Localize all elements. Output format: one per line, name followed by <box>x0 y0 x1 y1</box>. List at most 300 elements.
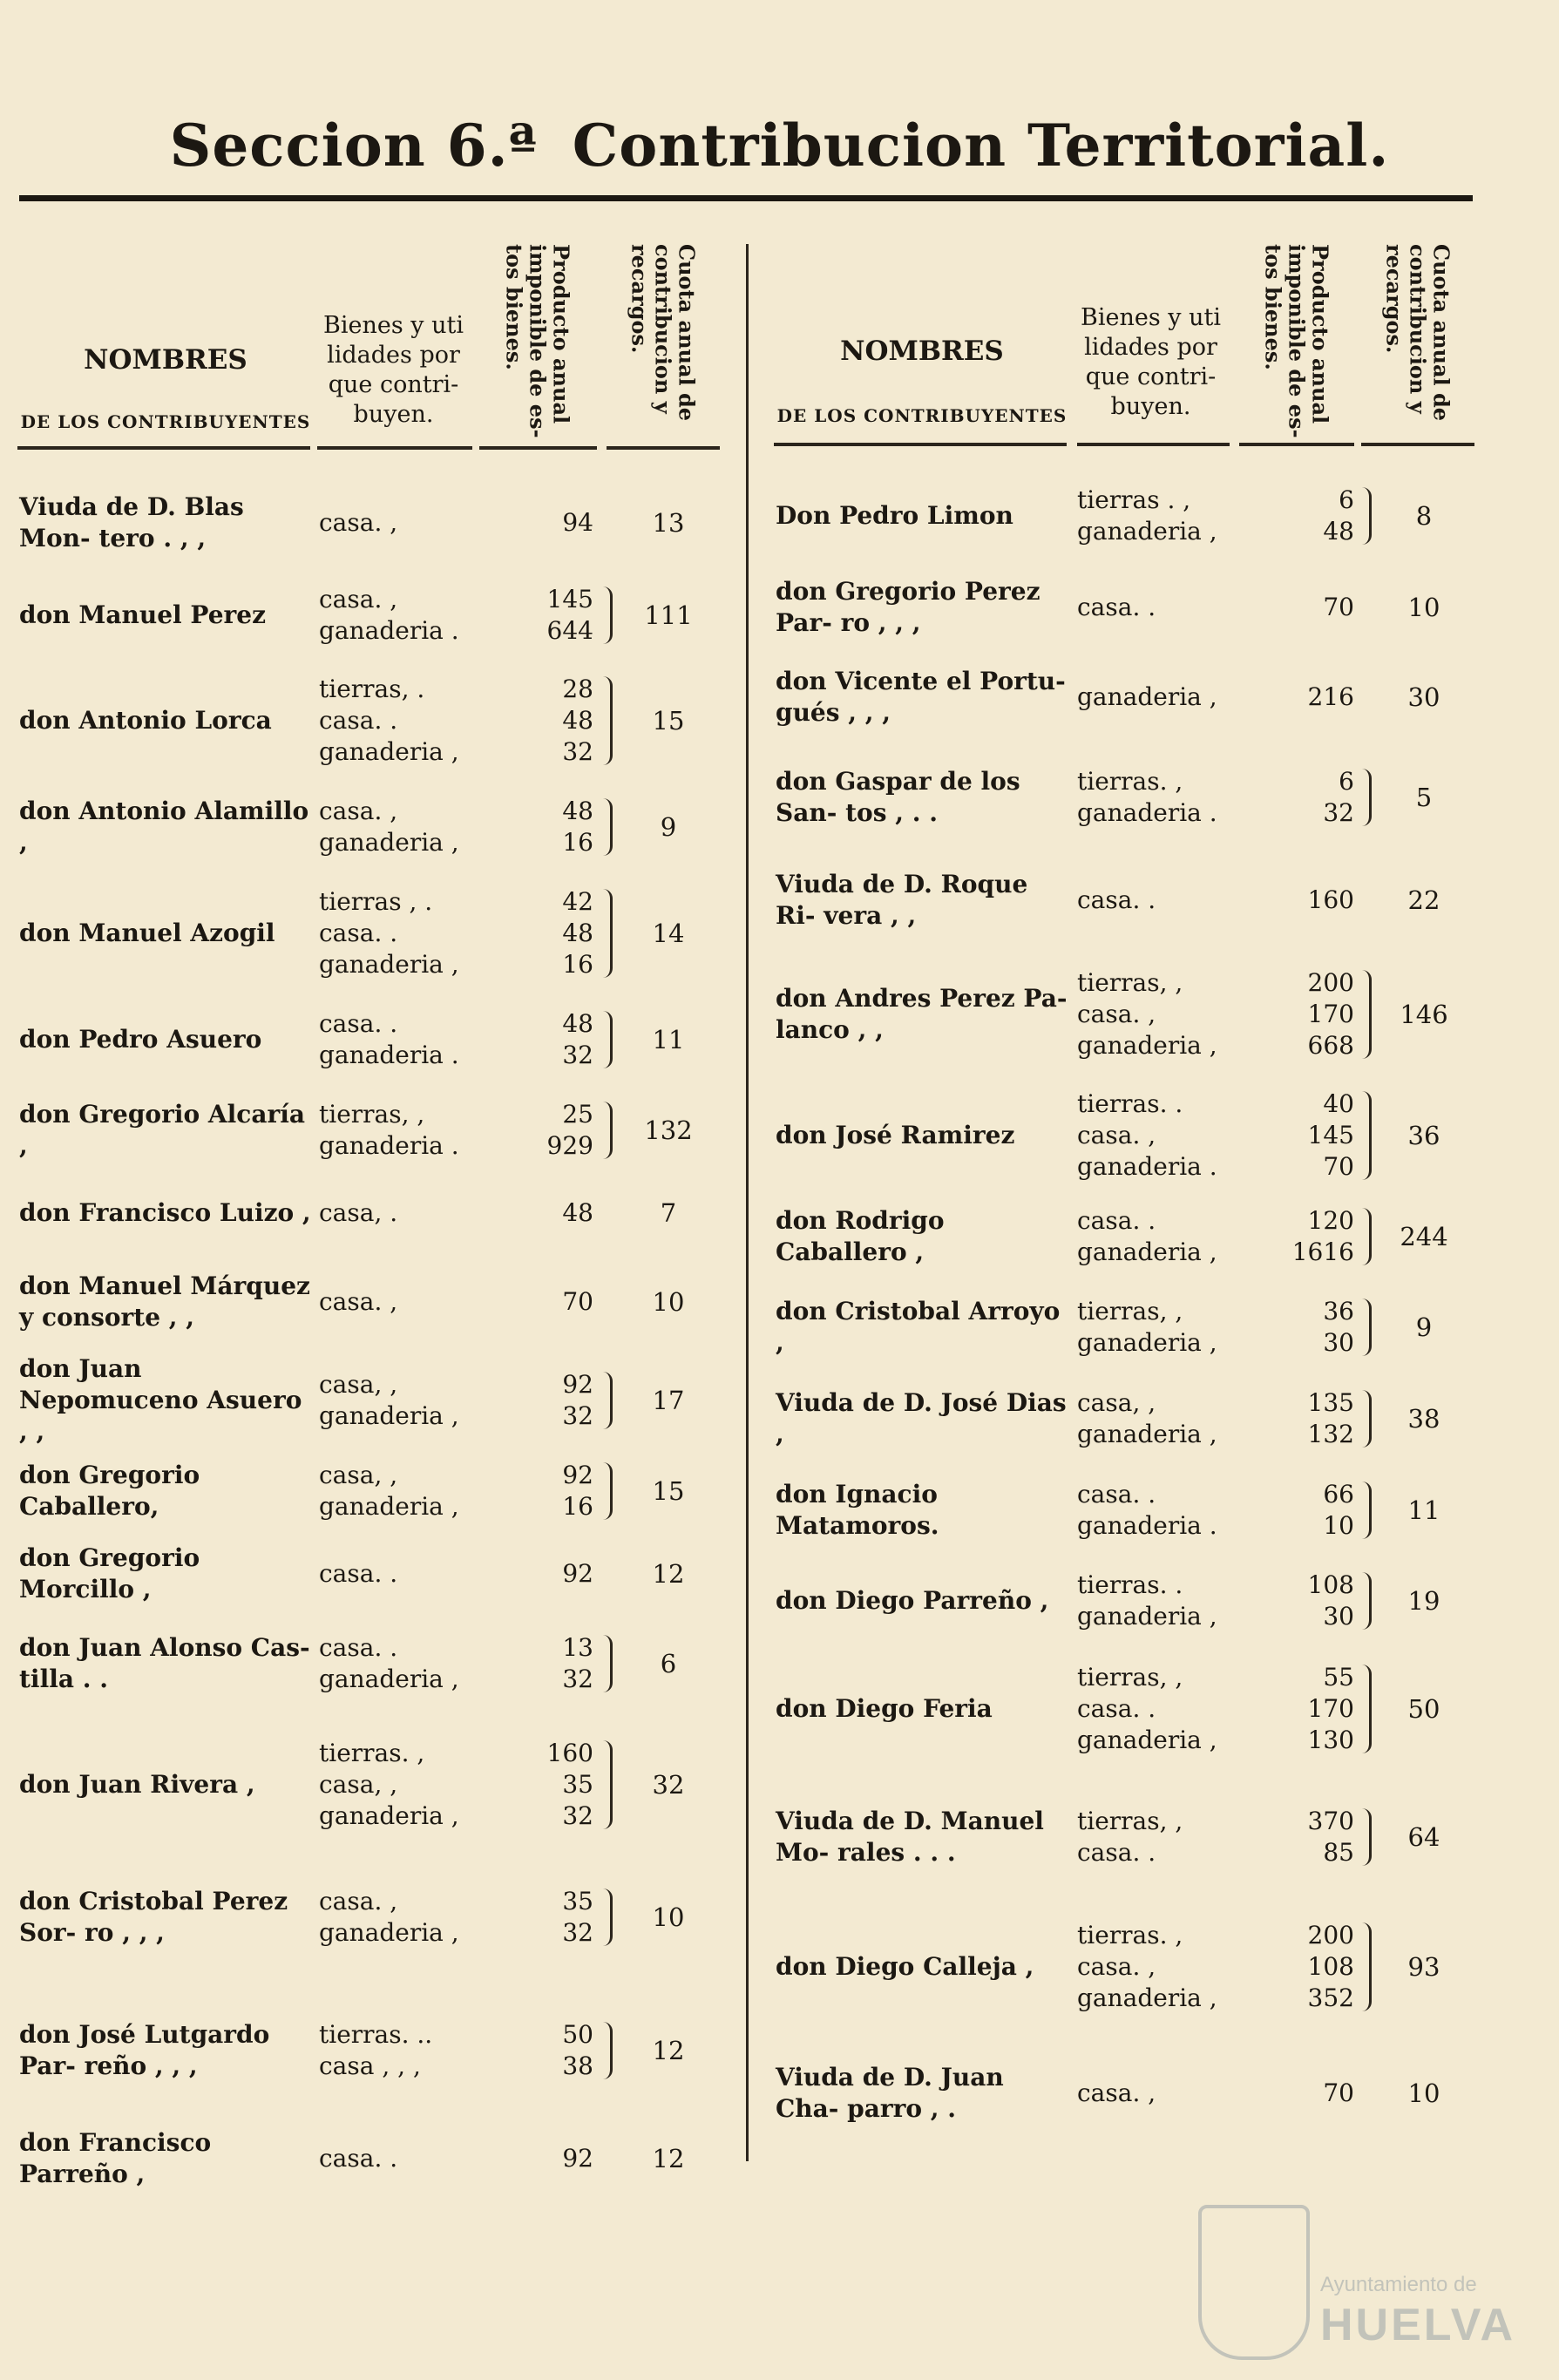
table-row <box>774 564 1476 651</box>
table-row <box>774 468 1476 564</box>
contributor-name: don Gregorio Caballero, <box>19 1461 200 1521</box>
bienes-cell <box>312 1008 478 1071</box>
producto-value: 16 <box>562 950 593 979</box>
producto-value: 108 <box>1307 1570 1354 1599</box>
cuota-value: 10 <box>652 1902 685 1932</box>
table-row <box>774 743 1476 851</box>
contributor-name: don Juan Alonso Cas- tilla . . <box>19 1633 310 1693</box>
brace-cell <box>595 1251 620 1353</box>
bienes-cell <box>312 1197 478 1229</box>
brace-icon <box>603 2022 613 2079</box>
producto-cell <box>1237 1920 1356 2014</box>
bienes-item: casa. . <box>1077 1480 1156 1509</box>
producto-value: 30 <box>1323 1328 1354 1357</box>
producto-value: 92 <box>562 1370 593 1399</box>
contributor-name: don Antonio Lorca <box>19 706 272 735</box>
producto-value: 48 <box>562 1198 593 1227</box>
producto-value: 48 <box>562 797 593 825</box>
bienes-item: ganaderia , <box>319 1492 459 1521</box>
table-row <box>774 1465 1476 1556</box>
bienes-item: ganaderia , <box>319 950 459 979</box>
producto-cell <box>1237 1479 1356 1542</box>
bienes-item: ganaderia , <box>1077 682 1217 711</box>
cuota-value: 22 <box>1407 885 1440 915</box>
table-row <box>17 475 722 571</box>
producto-value: 85 <box>1323 1838 1354 1867</box>
brace-icon <box>603 1462 613 1520</box>
brace-cell <box>1356 1465 1377 1556</box>
producto-value: 70 <box>1323 1152 1354 1181</box>
producto-value: 216 <box>1307 682 1354 711</box>
cuota-value: 30 <box>1407 682 1440 712</box>
brace-icon <box>1362 1572 1372 1630</box>
cuota-value: 10 <box>1407 593 1440 622</box>
page-title <box>0 112 1559 180</box>
contributor-name: don Gregorio Alcaría , <box>19 1100 305 1160</box>
bienes-item: casa, , <box>319 1770 398 1799</box>
bienes-item: casa. . <box>319 706 398 735</box>
producto-value: 170 <box>1307 1000 1354 1028</box>
brace-icon <box>1362 1208 1372 1265</box>
bienes-item: casa. , <box>319 1887 398 1916</box>
producto-cell <box>478 1197 595 1229</box>
cuota-value: 36 <box>1407 1121 1440 1150</box>
producto-value: 48 <box>562 919 593 947</box>
bienes-cell <box>312 674 478 768</box>
brace-cell <box>1356 1902 1377 2031</box>
table-row <box>17 1085 722 1176</box>
producto-value: 145 <box>546 585 593 614</box>
brace-icon <box>1362 487 1372 545</box>
producto-value: 35 <box>562 1887 593 1916</box>
table-row <box>774 1080 1476 1191</box>
producto-cell <box>1237 1387 1356 1450</box>
brace-cell <box>1356 1080 1377 1191</box>
brace-cell <box>1356 743 1377 851</box>
bienes-cell <box>1070 1570 1237 1632</box>
bienes-item: ganaderia . <box>1077 1511 1217 1540</box>
bienes-item: tierras, , <box>319 1100 425 1129</box>
header-bienes: Bienes y uti lidades por que contri- buyen. <box>1081 304 1221 420</box>
table-row <box>774 1772 1476 1902</box>
table-row <box>774 1373 1476 1465</box>
bienes-item: casa. . <box>1077 1206 1156 1235</box>
producto-value: 160 <box>546 1739 593 1767</box>
header-producto <box>481 244 594 444</box>
bienes-cell <box>312 2019 478 2082</box>
bienes-item: tierras. , <box>319 1739 425 1767</box>
brace-cell <box>1356 564 1377 651</box>
bienes-item: ganaderia . <box>319 1041 459 1069</box>
header-producto-text: Producto anual imponible de es- tos bienes. <box>1260 244 1333 438</box>
bienes-item: casa. , <box>319 797 398 825</box>
header-nombres-subtitle: DE LOS CONTRIBUYENTES <box>20 411 311 432</box>
cuota-value: 111 <box>644 600 693 630</box>
producto-cell <box>1237 1296 1356 1359</box>
producto-cell <box>478 1886 595 1949</box>
table-row <box>774 1191 1476 1282</box>
bienes-cell <box>312 886 478 980</box>
contributor-name: don Juan Rivera , <box>19 1770 255 1799</box>
producto-value: 42 <box>562 887 593 916</box>
brace-cell <box>1356 468 1377 564</box>
contributor-name: don Rodrigo Caballero , <box>776 1206 945 1266</box>
left-table <box>17 227 722 2197</box>
producto-value: 1616 <box>1291 1237 1354 1266</box>
bienes-item: casa , , , <box>319 2051 421 2080</box>
producto-value: 70 <box>562 1287 593 1316</box>
watermark-line2: HUELVA <box>1320 2300 1516 2350</box>
table-row <box>17 782 722 872</box>
bienes-item: casa. , <box>1077 1000 1156 1028</box>
left-rows <box>17 449 722 2197</box>
bienes-item: tierras. .. <box>319 2020 433 2049</box>
producto-cell <box>1237 592 1356 623</box>
brace-cell <box>1356 949 1377 1080</box>
producto-cell <box>1237 1806 1356 1868</box>
bienes-cell <box>312 1460 478 1522</box>
contributor-name: don Juan Nepomuceno Asuero , , <box>19 1354 302 1446</box>
header-nombres-title: NOMBRES <box>84 344 247 376</box>
bienes-cell <box>312 796 478 858</box>
cuota-value: 5 <box>1415 783 1433 812</box>
producto-value: 28 <box>562 675 593 703</box>
producto-value: 130 <box>1307 1726 1354 1754</box>
brace-cell <box>595 872 620 994</box>
bienes-item: ganaderia . <box>1077 1152 1217 1181</box>
cuota-value: 15 <box>652 1476 685 1506</box>
cuota-value: 12 <box>652 2036 685 2065</box>
header-cuota <box>607 244 720 444</box>
cuota-value: 14 <box>652 919 685 948</box>
producto-value: 70 <box>1323 593 1354 621</box>
brace-icon <box>1362 1808 1372 1866</box>
bienes-item: casa. . <box>1077 1694 1156 1723</box>
producto-value: 16 <box>562 1492 593 1521</box>
bienes-cell <box>312 1286 478 1318</box>
bienes-cell <box>1070 592 1237 623</box>
producto-cell <box>1237 967 1356 1061</box>
brace-icon <box>1362 1482 1372 1539</box>
bienes-item: casa, , <box>319 1370 398 1399</box>
bienes-cell <box>1070 485 1237 547</box>
producto-value: 32 <box>562 737 593 766</box>
cuota-value: 10 <box>652 1287 685 1317</box>
producto-value: 352 <box>1307 1983 1354 2012</box>
producto-value: 94 <box>562 508 593 537</box>
header-nombres <box>17 227 314 449</box>
brace-icon <box>603 1740 613 1829</box>
brace-cell <box>1356 651 1377 743</box>
producto-value: 10 <box>1323 1511 1354 1540</box>
producto-value: 50 <box>562 2020 593 2049</box>
bienes-cell <box>1070 1387 1237 1450</box>
producto-cell <box>478 1286 595 1318</box>
producto-value: 370 <box>1307 1807 1354 1835</box>
bienes-item: ganaderia , <box>1077 1726 1217 1754</box>
contributor-name: Don Pedro Limon <box>776 501 1013 530</box>
bienes-item: tierras, , <box>1077 1663 1183 1692</box>
producto-value: 170 <box>1307 1694 1354 1723</box>
cuota-value: 9 <box>660 812 677 842</box>
producto-value: 32 <box>1323 798 1354 827</box>
contributor-name: don Vicente el Portu- gués , , , <box>776 667 1066 727</box>
brace-icon <box>603 1011 613 1068</box>
brace-icon <box>603 798 613 856</box>
bienes-item: casa, . <box>319 1198 398 1227</box>
brace-icon <box>603 1888 613 1946</box>
contributor-name: don Gaspar de los San- tos , . . <box>776 767 1020 827</box>
brace-icon <box>603 889 613 978</box>
cuota-value: 132 <box>644 1115 693 1145</box>
cuota-value: 93 <box>1407 1952 1440 1982</box>
producto-value: 66 <box>1323 1480 1354 1509</box>
header-producto-text: Producto anual imponible de es- tos bienes. <box>501 244 574 438</box>
producto-value: 32 <box>562 1041 593 1069</box>
producto-value: 16 <box>562 828 593 857</box>
contributor-name: don José Lutgardo Par- reño , , , <box>19 2020 270 2080</box>
producto-cell <box>478 1008 595 1071</box>
bienes-item: casa. . <box>319 1559 398 1588</box>
bienes-item: tierras , . <box>319 887 433 916</box>
table-row <box>17 1353 722 1446</box>
producto-value: 92 <box>562 2144 593 2173</box>
producto-cell <box>1237 1205 1356 1268</box>
bienes-cell <box>312 1099 478 1162</box>
producto-cell <box>478 1632 595 1695</box>
brace-cell <box>1356 1646 1377 1772</box>
bienes-cell <box>1070 885 1237 916</box>
bienes-item: ganaderia , <box>1077 1328 1217 1357</box>
table-row <box>774 851 1476 949</box>
producto-value: 644 <box>546 616 593 645</box>
brace-cell <box>595 1611 620 1716</box>
bienes-item: casa. , <box>1077 1121 1156 1149</box>
header-cuota <box>1361 244 1474 444</box>
bienes-cell <box>312 2143 478 2174</box>
table-row <box>774 651 1476 743</box>
contributor-name: don Francisco Parreño , <box>19 2128 212 2188</box>
brace-cell <box>595 1353 620 1448</box>
producto-value: 40 <box>1323 1089 1354 1118</box>
producto-cell <box>478 1460 595 1522</box>
bienes-item: tierras. . <box>1077 1570 1183 1599</box>
brace-icon <box>1362 1298 1372 1356</box>
producto-value: 32 <box>562 1918 593 1947</box>
producto-value: 70 <box>1323 2078 1354 2107</box>
table-row <box>774 1902 1476 2031</box>
brace-cell <box>1356 1373 1377 1465</box>
bienes-cell <box>312 507 478 539</box>
cuota-value: 32 <box>652 1770 685 1800</box>
bienes-item: tierras. , <box>1077 767 1183 796</box>
producto-cell <box>1237 766 1356 829</box>
cuota-value: 7 <box>660 1198 677 1228</box>
right-rows <box>774 449 1476 2155</box>
brace-cell <box>595 1981 620 2120</box>
table-row <box>17 660 722 782</box>
cuota-value: 10 <box>1407 2078 1440 2108</box>
brace-cell <box>1356 851 1377 949</box>
cuota-value: 19 <box>1407 1586 1440 1616</box>
producto-cell <box>478 1369 595 1432</box>
producto-cell <box>478 674 595 768</box>
bienes-cell <box>1070 1479 1237 1542</box>
producto-value: 92 <box>562 1559 593 1588</box>
producto-value: 120 <box>1307 1206 1354 1235</box>
contributor-name: Viuda de D. Blas Mon- tero . , , <box>19 492 244 553</box>
producto-cell <box>1237 1088 1356 1183</box>
bienes-cell <box>312 1369 478 1432</box>
table-row <box>774 1282 1476 1373</box>
brace-cell <box>595 1176 620 1251</box>
column-separator <box>746 244 749 2161</box>
producto-cell <box>478 1099 595 1162</box>
contributor-name: don Antonio Alamillo , <box>19 797 309 857</box>
cuota-value: 8 <box>1415 501 1433 531</box>
bienes-item: ganaderia , <box>319 1918 459 1947</box>
table-row <box>17 1981 722 2120</box>
brace-cell <box>595 1085 620 1176</box>
table-row <box>17 2120 722 2197</box>
cuota-value: 64 <box>1407 1822 1440 1852</box>
brace-cell <box>1356 1282 1377 1373</box>
bienes-item: ganaderia , <box>319 737 459 766</box>
contributor-name: Viuda de D. Roque Ri- vera , , <box>776 870 1028 930</box>
producto-value: 13 <box>562 1633 593 1662</box>
cuota-value: 50 <box>1407 1694 1440 1724</box>
contributor-name: Viuda de D. José Dias , <box>776 1388 1067 1448</box>
bienes-cell <box>312 1632 478 1695</box>
bienes-item: ganaderia , <box>319 1401 459 1430</box>
brace-icon <box>603 587 613 644</box>
table-header <box>774 227 1476 449</box>
table-row <box>17 1176 722 1251</box>
bienes-cell <box>312 1738 478 1832</box>
bienes-item: ganaderia , <box>1077 1031 1217 1060</box>
bienes-cell <box>1070 1806 1237 1868</box>
section-number: Seccion 6.ª <box>169 112 538 180</box>
header-nombres <box>774 227 1070 449</box>
bienes-item: tierras, , <box>1077 1297 1183 1326</box>
bienes-cell <box>312 1558 478 1590</box>
producto-value: 30 <box>1323 1602 1354 1631</box>
producto-cell <box>1237 1662 1356 1756</box>
brace-icon <box>1362 1665 1372 1753</box>
header-cuota-text: Cuota anual de contribucion y recargos. <box>627 244 700 422</box>
producto-cell <box>478 886 595 980</box>
cuota-value: 244 <box>1400 1222 1448 1251</box>
contributor-name: don Diego Feria <box>776 1694 993 1723</box>
brace-cell <box>1356 1191 1377 1282</box>
brace-cell <box>595 571 620 660</box>
bienes-item: tierras, , <box>1077 1807 1183 1835</box>
header-underline <box>1239 443 1354 446</box>
brace-cell <box>595 782 620 872</box>
contributor-name: Viuda de D. Manuel Mo- rales . . . <box>776 1807 1044 1867</box>
contributor-name: don Diego Calleja , <box>776 1952 1034 1981</box>
producto-value: 200 <box>1307 968 1354 997</box>
header-bienes: Bienes y uti lidades por que contri- buyen. <box>323 312 464 428</box>
bienes-item: ganaderia , <box>319 1665 459 1693</box>
producto-cell <box>478 1738 595 1832</box>
bienes-item: casa. , <box>319 585 398 614</box>
brace-cell <box>595 1854 620 1981</box>
bienes-item: casa. . <box>319 919 398 947</box>
bienes-cell <box>312 584 478 647</box>
bienes-item: casa. , <box>319 1287 398 1316</box>
bienes-item: tierras . , <box>1077 485 1191 514</box>
title-rule <box>19 195 1473 201</box>
cuota-value: 6 <box>660 1649 677 1678</box>
producto-value: 48 <box>562 1009 593 1038</box>
bienes-item: ganaderia . <box>319 1131 459 1160</box>
producto-cell <box>1237 485 1356 547</box>
contributor-name: don Cristobal Perez Sor- ro , , , <box>19 1887 288 1947</box>
bienes-item: casa. . <box>319 1009 398 1038</box>
producto-value: 48 <box>1323 517 1354 546</box>
producto-value: 200 <box>1307 1921 1354 1949</box>
producto-value: 6 <box>1339 485 1354 514</box>
bienes-item: casa. , <box>1077 1952 1156 1981</box>
brace-cell <box>595 1536 620 1611</box>
bienes-item: casa. , <box>1077 2078 1156 2107</box>
bienes-item: ganaderia , <box>1077 1420 1217 1448</box>
brace-icon <box>603 1372 613 1429</box>
producto-value: 32 <box>562 1401 593 1430</box>
header-underline <box>1361 443 1474 446</box>
contributor-name: don Gregorio Morcillo , <box>19 1543 200 1604</box>
brace-icon <box>603 1635 613 1692</box>
contributor-name: don Gregorio Perez Par- ro , , , <box>776 577 1040 637</box>
producto-cell <box>1237 885 1356 916</box>
table-row <box>17 1446 722 1536</box>
right-table <box>774 227 1476 2155</box>
cuota-value: 146 <box>1400 1000 1448 1029</box>
bienes-item: ganaderia . <box>1077 798 1217 827</box>
producto-value: 6 <box>1339 767 1354 796</box>
producto-value: 668 <box>1307 1031 1354 1060</box>
table-row <box>17 1251 722 1353</box>
contributor-name: don Andres Perez Pa- lanco , , <box>776 984 1068 1044</box>
bienes-item: ganaderia , <box>1077 1237 1217 1266</box>
brace-icon <box>1362 1922 1372 2011</box>
header-nombres-subtitle: DE LOS CONTRIBUYENTES <box>776 405 1068 426</box>
watermark-logo <box>1198 2205 1516 2370</box>
bienes-cell <box>1070 2078 1237 2109</box>
table-row <box>17 571 722 660</box>
table-row <box>17 994 722 1085</box>
bienes-item: casa. . <box>1077 593 1156 621</box>
table-row <box>17 1536 722 1611</box>
bienes-item: ganaderia , <box>1077 1983 1217 2012</box>
producto-value: 25 <box>562 1100 593 1129</box>
bienes-item: ganaderia . <box>319 616 459 645</box>
table-row <box>17 1611 722 1716</box>
bienes-cell <box>1070 681 1237 713</box>
producto-value: 929 <box>546 1131 593 1160</box>
header-cuota-text: Cuota anual de contribucion y recargos. <box>1381 244 1454 422</box>
bienes-cell <box>1070 766 1237 829</box>
brace-cell <box>595 475 620 571</box>
header-producto <box>1240 244 1353 444</box>
producto-cell <box>1237 1570 1356 1632</box>
bienes-item: tierras. , <box>1077 1921 1183 1949</box>
cuota-value: 9 <box>1415 1312 1433 1342</box>
brace-cell <box>1356 2031 1377 2155</box>
contributor-name: don Manuel Perez <box>19 600 266 629</box>
contributor-name: don Diego Parreño , <box>776 1586 1049 1615</box>
